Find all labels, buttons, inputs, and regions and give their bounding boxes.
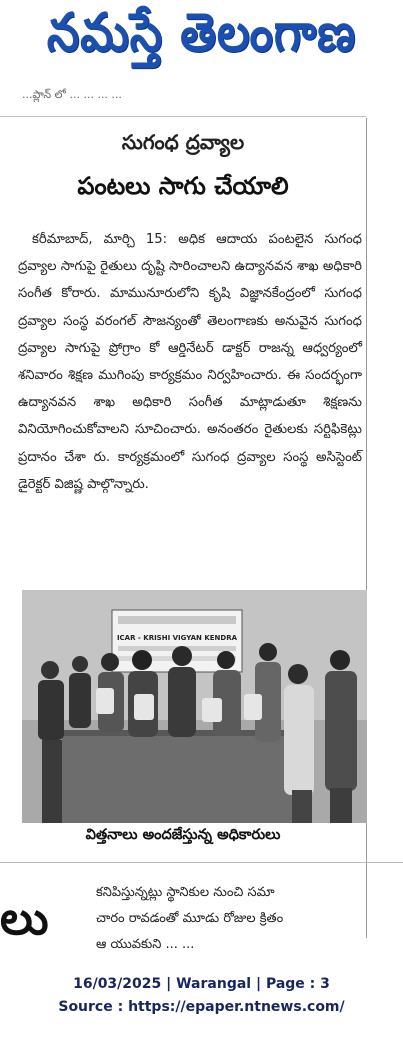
next-article-line: కనిపిస్తున్నట్లు స్థానికుల నుంచి సమా [96, 885, 275, 900]
page-footer [0, 962, 403, 1038]
article-body [18, 226, 362, 498]
photo-caption: విత్తనాలు అందజేస్తున్న అధికారులు [85, 827, 281, 843]
top-divider [0, 116, 366, 117]
banner-text: ICAR - KRISHI VIGYAN KENDRA [116, 634, 238, 642]
masthead [0, 0, 403, 78]
next-article-text [96, 880, 396, 958]
next-article-headline-fragment: లు [0, 891, 49, 945]
article-dateline: కరీమాబాద్, మార్చి 15: [32, 232, 168, 247]
footer-source-link[interactable]: Source : https://epaper.ntnews.com/ [58, 999, 345, 1015]
newspaper-logo-title: నమస్తే తెలంగాణ [46, 1, 357, 64]
article-body-text: అధిక ఆదాయ పంటలైన సుగంధ ద్రవ్యాల సాగుపై రైతులు దృష్టి సారించాలని ఉద్యానవన శాఖ అధికారి సంగీత కోరారు. మామునూరులోని కృషి విజ్ఞానకేంద్రంలో సుగంధ ద్రవ్యాల సంస్థ వరంగల్ సౌజన్యంతో తెలంగాణకు అనువైన సుగంధ ద్రవ్యాల సాగుపై ప్రోగ్రాం కో ఆర్డినేటర్ డాక్టర్ రాజన్న ఆధ్వర్యంలో శనివారం శిక్షణ ముగింపు కార్యక్రమం నిర్వహించారు. ఈ సందర్భంగా ఉద్యానవన శాఖ అధికారి సంగీత మాట్లాడుతూ శిక్షణను వినియోగించుకోవాలని సూచించారు. అనంతరం రైతులకు సర్టిఫికెట్లు ప్రదానం చేశా రు. కార్యక్రమంలో సుగంధ ద్రవ్యాల సంస్థ అసిస్టెంట్ డైరెక్టర్ విజిష్ణ పాల్గొన్నారు. [18, 232, 362, 492]
article-kicker: సుగంధ ద్రవ్యాల [121, 130, 245, 154]
next-article-line: చారం రావడంతో మూడు రోజుల క్రితం [96, 911, 284, 926]
article-photo [22, 590, 367, 823]
clipped-previous-article-text: ...ప్లాన్ లో ... ... ... ... [22, 88, 122, 101]
bottom-divider [0, 862, 403, 863]
article-headline: పంటలు సాగు చేయాలి [77, 172, 289, 200]
footer-date-edition-page: 16/03/2025 | Warangal | Page : 3 [73, 976, 330, 992]
group-photo-illustration [22, 590, 367, 823]
next-article-line: ఆ యువకుని ... ... [96, 937, 195, 952]
